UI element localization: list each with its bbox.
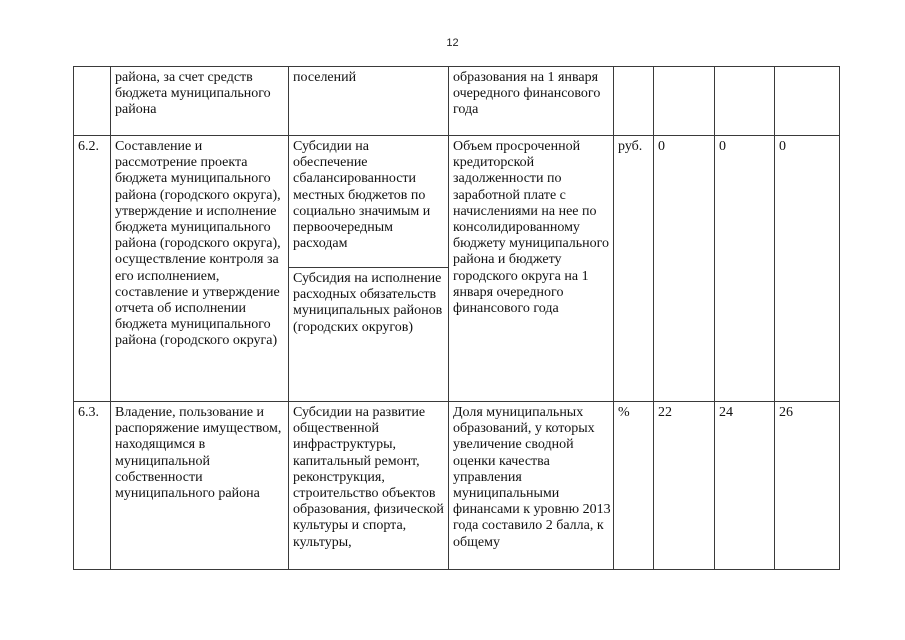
- unit-cell: руб.: [614, 136, 654, 402]
- table-row-6-2: [74, 136, 840, 268]
- indicators-table: [73, 66, 840, 570]
- value-cell-1: 22: [654, 402, 715, 570]
- row-number-cell: [74, 67, 111, 136]
- value-cell-2: 0: [715, 136, 775, 402]
- indicator-cell: образования на 1 января очередного финансового года: [449, 67, 614, 136]
- row-number-cell: 6.2.: [74, 136, 111, 402]
- subsidy-cell: поселений: [289, 67, 449, 136]
- table-row-6-3: [74, 402, 840, 570]
- unit-cell: [614, 67, 654, 136]
- page-number: 12: [446, 37, 459, 49]
- value-cell-1: 0: [654, 136, 715, 402]
- subsidy-cell: Субсидии на развитие общественной инфраструктуры, капитальный ремонт, реконструкция, строительство объектов образования, физической культуры и спорта, культуры,: [289, 402, 449, 570]
- subsidy-cell: Субсидии на обеспечение сбалансированности местных бюджетов по социально значимым и первоочередным расходам: [289, 136, 449, 268]
- table-row-continuation: [74, 67, 840, 136]
- indicator-cell: Объем просроченной кредиторской задолженности по заработной плате с начислениями на нее по консолидированному бюджету муниципального района и бюджету городского округа на 1 января очередного финансового года: [449, 136, 614, 402]
- indicator-cell: Доля муниципальных образований, у которых увеличение сводной оценки качества управления муниципальными финансами к уровню 2013 года составило 2 балла, к общему: [449, 402, 614, 570]
- subsidy-cell: Субсидия на исполнение расходных обязательств муниципальных районов (городских округов): [289, 268, 449, 402]
- activity-cell: района, за счет средств бюджета муниципального района: [111, 67, 289, 136]
- value-cell-1: [654, 67, 715, 136]
- value-cell-2: 24: [715, 402, 775, 570]
- row-number-cell: 6.3.: [74, 402, 111, 570]
- value-cell-3: [775, 67, 840, 136]
- value-cell-3: 26: [775, 402, 840, 570]
- activity-cell: Составление и рассмотрение проекта бюджета муниципального района (городского округа), утверждение и исполнение бюджета муниципального района (городского округа), осуществление контроля за его исполнением, составление и утверждение отчета об исполнении бюджета муниципального района (городского округа): [111, 136, 289, 402]
- value-cell-2: [715, 67, 775, 136]
- value-cell-3: 0: [775, 136, 840, 402]
- activity-cell: Владение, пользование и распоряжение имуществом, находящимся в муниципальной собственности муниципального района: [111, 402, 289, 570]
- unit-cell: %: [614, 402, 654, 570]
